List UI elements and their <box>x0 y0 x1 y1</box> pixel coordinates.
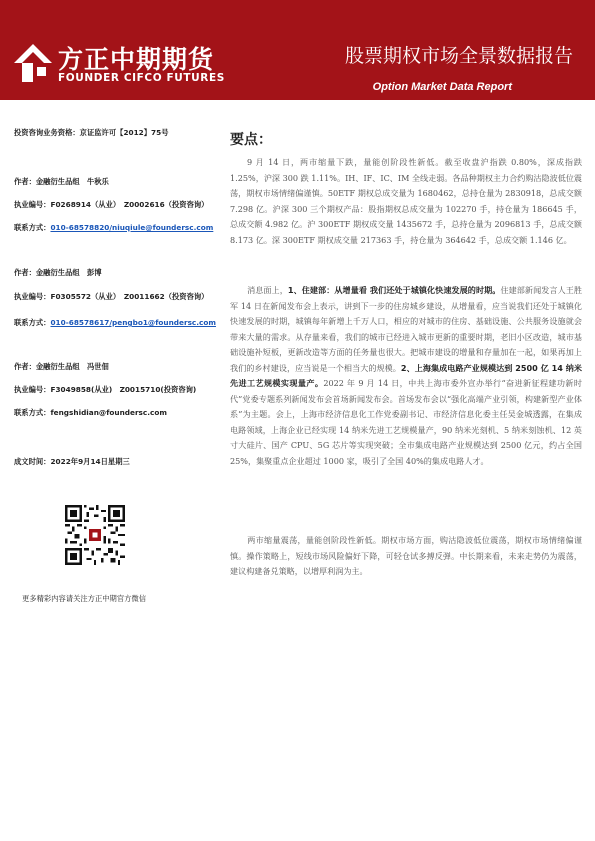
contact-label: 联系方式： <box>14 318 51 327</box>
author-name: 作者：金融衍生品组 牛秋乐 <box>14 177 109 186</box>
author-name: 作者：金融衍生品组 彭博 <box>14 268 102 277</box>
license-text: 投资咨询业务资格：京证监许可【2012】75号 <box>14 128 169 137</box>
author-contact <box>14 408 167 418</box>
author-contact <box>14 318 216 328</box>
contact-label: 联系方式： <box>14 223 51 232</box>
report-title: 股票期权市场全景数据报告 <box>344 45 573 67</box>
contact-label: 联系方式： <box>14 408 51 417</box>
founder-logo-icon <box>13 43 53 83</box>
section-title-key-points: 要点： <box>230 132 272 148</box>
news-body-1: 住建部新闻发言人王胜军 14 日在新闻发布会上表示，讲到下一步的住房城乡建设，从增量看，应当说我们还处于城镇化快速发展的时期，城镇每年新增上千万人口，相应的对城市的住房、基础设施、公共服务设施就会带来大量的需求。从存量来看，我们的城市已经进入城市更新的重要时期，老旧小区改造，城市基础设施补短板，更新改造等方面的任务量也很大。把城市建设的增量和存量加在一起，如果再加上我们的乡村建设，应当说是一个相当大的规模。 <box>230 285 582 373</box>
contact-link[interactable]: 010-68578617/pengbo1@foundersc.com <box>50 318 216 327</box>
author-contact <box>14 223 213 233</box>
wechat-qr-code-icon <box>65 505 125 565</box>
author-cert: 执业编号：F0268914（从业） Z0002616（投资咨询） <box>14 200 209 209</box>
contact-link[interactable]: 010-68578820/niuqiule@foundersc.com <box>50 223 214 232</box>
news-headline-1: 1、住建部：从增量看 我们还处于城镇化快速发展的时期。 <box>287 285 501 295</box>
report-subtitle: Option Market Data Report <box>372 81 512 93</box>
author-name: 作者：金融衍生品组 冯世佃 <box>14 362 109 371</box>
author-cert: 执业编号：F3049858(从业) Z0015710(投资咨询) <box>14 385 197 394</box>
strategy-text: 两市缩量震荡，量能创阶段性新低。期权市场方面，购沽隐波低位震荡，期权市场情绪偏谨慎。操作策略上，短线市场风险偏好下降，可轻仓试多搏反弹。中长期来看，未来走势仍为震荡，建议构建备兑策略，以增厚利润为主。 <box>230 535 582 576</box>
news-paragraph <box>230 283 582 469</box>
brand-name-cn: 方正中期期货 <box>58 45 215 74</box>
news-lead: 消息面上， <box>247 285 288 295</box>
market-summary-paragraph <box>230 155 582 248</box>
contact-email: fengshidian@foundersc.com <box>50 408 167 417</box>
news-headline-2: 2、上海集成电路产业规模达到 2500 亿 14 纳米先进工艺规模实现量产。 <box>230 362 582 388</box>
market-summary-text: 9 月 14 日，两市缩量下跌，量能创阶段性新低。截至收盘沪指跌 0.80%，深成指跌 1.25%，沪深 300 跌 1.11%。IH、IF、IC、IM 全线走弱。各品种期权主力合约购沽隐波低位震荡，期权市场情绪偏谨慎。50ETF 期权总成交量为 1680462，总持仓量为 2830918，总成交额 7.298 亿。沪深 300 三个期权产品：股指期权总成交量为 102270 手，持仓量为 186645 手，总成交额 4.982 亿。沪 300ETF 期权成交量 1435672 手，总持仓量为 2096813 手，总成交额 8.173 亿。深 300ETF 期权成交量 217363 手，持仓量为 364642 手，总成交额 1.146 亿。 <box>230 157 582 245</box>
report-date: 成文时间：2022年9月14日星期三 <box>14 457 130 466</box>
author-cert: 执业编号：F0305572（从业） Z0011662（投资咨询） <box>14 292 209 301</box>
news-body-2: 2022 年 9 月 14 日，中共上海市委外宣办举行“奋进新征程建功新时代”党委专题系列新闻发布会首场新闻发布会。首场发布会以“强化高端产业引领，构建新型产业体系”为主题。会上，上海市经济信息化工作党委副书记、市经济信息化委主任吴金城透露，在集成电路领域，上海企业已经实现 14 纳米先进工艺规模量产，90 纳米光刻机、5 纳米刻蚀机、12 英寸大硅片、国产 CPU、5G 芯片等实现突破；全市集成电路产业规模达到 2500 亿元，约占全国 25%，集聚重点企业超过 1000 家，吸引了全国 40%的集成电路人才。 <box>230 378 582 466</box>
brand-name-en: FOUNDER CIFCO FUTURES <box>58 72 225 84</box>
qr-caption: 更多精彩内容请关注方正中期官方微信 <box>22 594 147 603</box>
strategy-paragraph <box>230 533 582 580</box>
